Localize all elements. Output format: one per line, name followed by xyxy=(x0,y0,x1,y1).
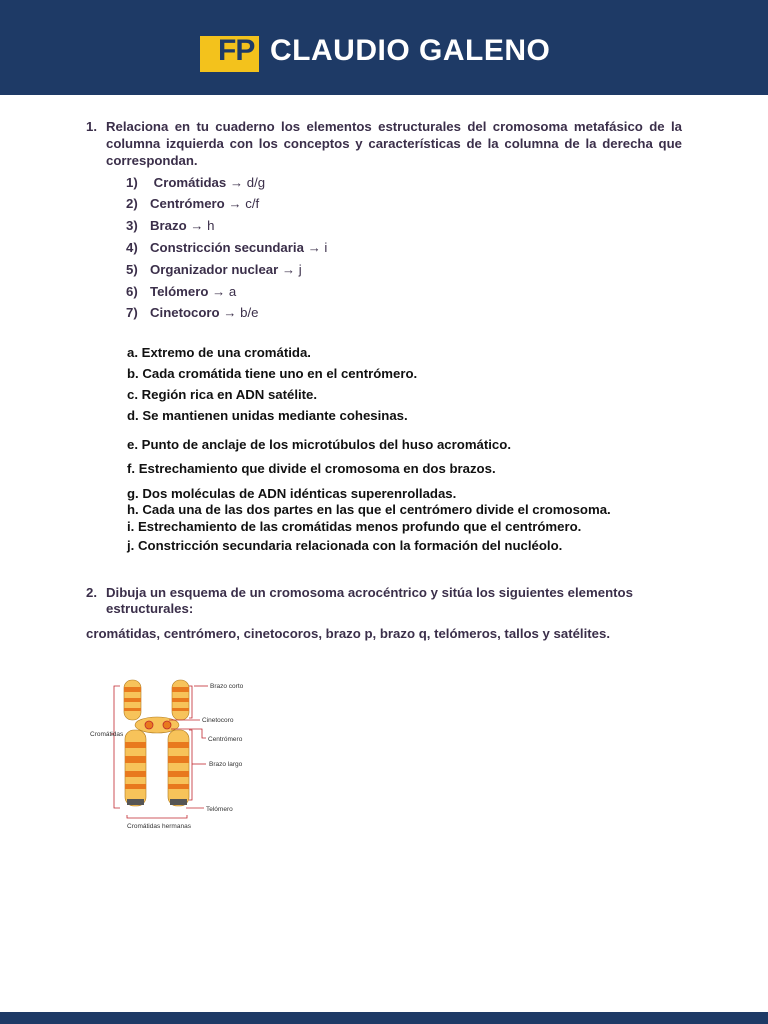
label-cromatidas-hermanas: Cromátidas hermanas xyxy=(127,823,191,830)
header-bar xyxy=(0,0,768,95)
answer-term: Constricción secundaria xyxy=(150,240,304,255)
question-number: 1. xyxy=(86,119,97,134)
item-d: d. Se mantienen unidas mediante cohesinas. xyxy=(127,408,408,423)
label-telomero: Telómero xyxy=(206,806,233,813)
answer-value: → i xyxy=(303,240,328,255)
answer-number: 2) xyxy=(126,196,138,211)
answer-number: 3) xyxy=(126,218,138,233)
answer-number: 1) xyxy=(126,175,138,190)
label-centromero: Centrómero xyxy=(208,736,243,743)
answer-line xyxy=(126,217,215,234)
answer-number: 4) xyxy=(126,240,138,255)
label-brazo-largo: Brazo largo xyxy=(209,761,243,768)
answer-line xyxy=(126,239,327,256)
answer-line xyxy=(126,174,265,191)
answer-number: 5) xyxy=(126,262,138,277)
question-2 xyxy=(86,584,686,601)
answer-term: Brazo xyxy=(150,218,187,233)
question-text-continued: estructurales: xyxy=(106,601,194,616)
item-b: b. Cada cromátida tiene uno en el centrómero. xyxy=(127,366,418,381)
answer-line xyxy=(126,283,236,300)
answer-value: → h xyxy=(186,218,215,233)
answer-number: 7) xyxy=(126,305,138,320)
answer-value: → c/f xyxy=(224,196,260,211)
label-brazo-corto: Brazo corto xyxy=(210,683,244,690)
item-c: c. Región rica en ADN satélite. xyxy=(127,387,318,402)
item-i: i. Estrechamiento de las cromátidas menos profundo que el centrómero. xyxy=(127,519,582,534)
chromosome-diagram xyxy=(82,672,250,834)
question-number: 2. xyxy=(86,585,97,600)
answer-value: → b/e xyxy=(219,305,259,320)
item-f: f. Estrechamiento que divide el cromosoma en dos brazos. xyxy=(127,461,496,476)
answer-line xyxy=(126,304,258,321)
item-g: g. Dos moléculas de ADN idénticas superenrolladas. xyxy=(127,486,457,501)
answer-term: Cinetocoro xyxy=(150,305,220,320)
item-h: h. Cada una de las dos partes en las que el centrómero divide el cromosoma. xyxy=(127,502,611,517)
label-cromatidas: Cromátidas xyxy=(90,731,124,738)
question-text: Relaciona en tu cuaderno los elementos estructurales del cromosoma metafásico de la columna izquierda con los conceptos y características de la columna de la derecha que correspondan. xyxy=(106,119,682,168)
question-text: Dibuja un esquema de un cromosoma acrocéntrico y sitúa los siguientes elementos xyxy=(106,585,633,600)
answer-term: Telómero xyxy=(150,284,209,299)
logo-abbr: FP xyxy=(218,34,255,67)
label-cinetocoro: Cinetocoro xyxy=(202,717,234,724)
answer-value: → a xyxy=(208,284,237,299)
item-a: a. Extremo de una cromátida. xyxy=(127,345,311,360)
answer-term: Cromátidas xyxy=(150,175,227,190)
answer-value: → d/g xyxy=(226,175,266,190)
centromere xyxy=(135,717,179,733)
item-j: j. Constricción secundaria relacionada con la formación del nucléolo. xyxy=(127,538,563,553)
logo-name: CLAUDIO GALENO xyxy=(270,34,551,67)
answer-term: Centrómero xyxy=(150,196,225,211)
elements-list: cromátidas, centrómero, cinetocoros, brazo p, brazo q, telómeros, tallos y satélites. xyxy=(86,626,610,641)
answer-term: Organizador nuclear xyxy=(150,262,279,277)
item-e: e. Punto de anclaje de los microtúbulos del huso acromático. xyxy=(127,437,511,452)
footer-bar xyxy=(0,1012,768,1024)
question-1 xyxy=(86,118,682,169)
answer-line xyxy=(126,195,259,212)
answer-line xyxy=(126,261,302,278)
answer-number: 6) xyxy=(126,284,138,299)
answer-value: → j xyxy=(278,262,302,277)
